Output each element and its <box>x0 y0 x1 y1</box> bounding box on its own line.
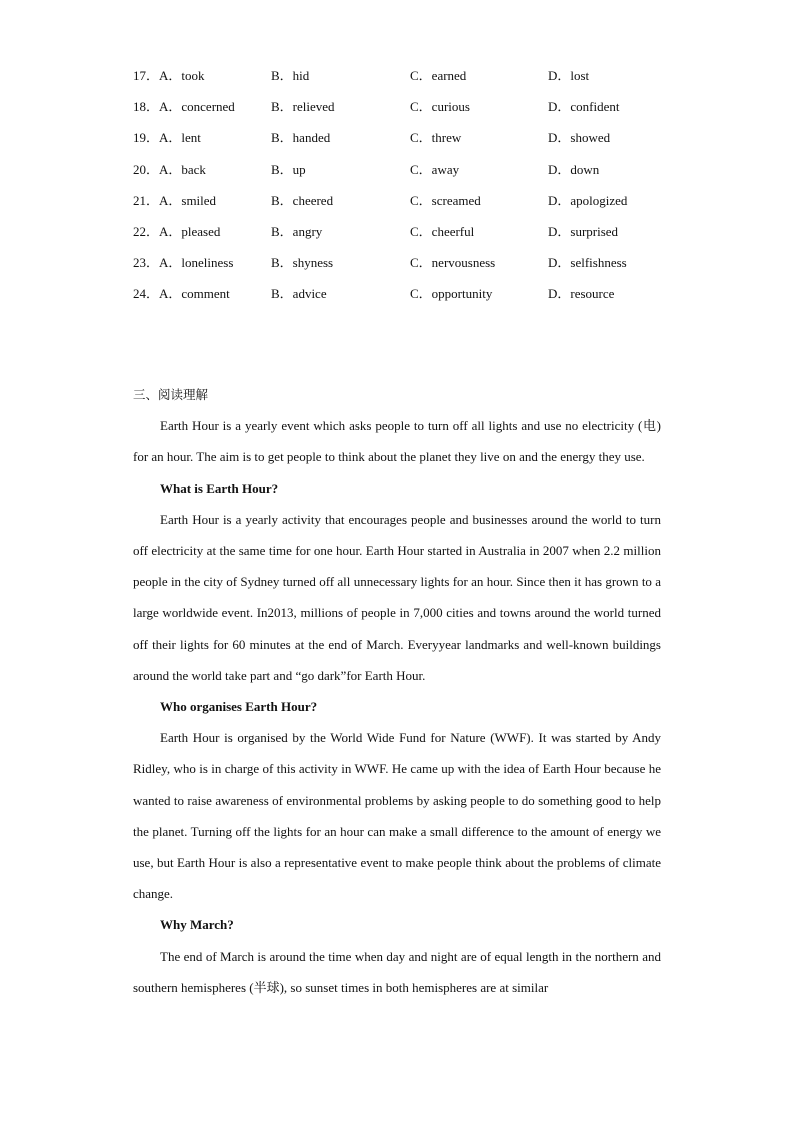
option-d: D．confident <box>548 99 620 115</box>
option-c: C．earned <box>410 68 467 83</box>
subheading-who: Who organises Earth Hour? <box>160 699 318 715</box>
option-a: 19．A．lent <box>133 130 201 146</box>
option-row-22 <box>133 221 673 252</box>
option-row-17 <box>133 65 673 96</box>
reading-section <box>133 379 661 1003</box>
option-d: D．selfishness <box>548 255 627 271</box>
option-c: C．threw <box>410 130 462 146</box>
option-b: B．advice <box>271 286 327 302</box>
option-c: C．curious <box>410 99 470 115</box>
option-row-24 <box>133 283 673 314</box>
option-b: B．shyness <box>271 255 334 271</box>
option-b: B．relieved <box>271 99 335 115</box>
option-a: 22．A．pleased <box>133 223 221 239</box>
option-c: C．opportunity <box>410 286 493 302</box>
option-row-20 <box>133 159 673 190</box>
option-c: C．cheerful <box>410 223 475 239</box>
option-a: 20．A．back <box>133 161 206 177</box>
option-d: D．apologized <box>548 192 628 208</box>
option-a: 18．A．concerned <box>133 99 235 115</box>
paragraph-why: The end of March is around the time when day and night are of equal length in the northern and southern hemispheres (半球), so sunset times in both hemispheres are at similar <box>133 948 661 995</box>
option-a: 21．A．smiled <box>133 192 217 208</box>
option-list <box>133 65 673 315</box>
subheading-why: Why March? <box>160 917 234 933</box>
paragraph-what: Earth Hour is a yearly activity that encourages people and businesses around the world to turn off electricity at the same time for one hour. Earth Hour started in Australia in 2007 when 2.2 million people in the city of Sydney turned off all unnecessary lights for an hour. Since then it has grown to a large worldwide event. In2013, millions of people in 7,000 cities and towns around the world turned off their lights for 60 minutes at the end of March. Everyyear landmarks and well-known buildings around the world take part and “go dark”for Earth Hour. <box>133 511 661 683</box>
option-row-21 <box>133 190 673 221</box>
option-b: B．handed <box>271 130 331 146</box>
option-a: 17．A．took <box>133 68 205 83</box>
intro-paragraph: Earth Hour is a yearly event which asks people to turn off all lights and use no electricity (电) for an hour. The aim is to get people to think about the planet they live on and the energy they use. <box>133 418 661 465</box>
option-d: D．surprised <box>548 223 619 239</box>
option-b: B．hid <box>271 68 310 83</box>
option-a: 24．A．comment <box>133 286 230 302</box>
paragraph-who: Earth Hour is organised by the World Wide Fund for Nature (WWF). It was started by Andy Ridley, who is in charge of this activity in WWF. He came up with the idea of Earth Hour because he wanted to raise awareness of environmental problems by asking people to do something good to help the planet. Turning off the lights for an hour can make a small difference to the amount of energy we use, but Earth Hour is also a representative event to make people think about the problems of climate change. <box>133 730 661 902</box>
option-row-23 <box>133 252 673 283</box>
option-d: D．showed <box>548 130 611 146</box>
option-d: D．lost <box>548 68 590 83</box>
option-row-18 <box>133 96 673 127</box>
option-d: D．resource <box>548 286 615 302</box>
option-c: C．nervousness <box>410 255 496 271</box>
subheading-what: What is Earth Hour? <box>160 480 279 496</box>
option-d: D．down <box>548 161 600 177</box>
option-c: C．screamed <box>410 192 481 208</box>
option-b: B．cheered <box>271 192 334 208</box>
option-a: 23．A．loneliness <box>133 255 234 271</box>
section-title: 三、阅读理解 <box>133 387 209 402</box>
option-row-19 <box>133 127 673 158</box>
option-c: C．away <box>410 161 460 177</box>
option-b: B．up <box>271 161 306 177</box>
option-b: B．angry <box>271 223 323 239</box>
